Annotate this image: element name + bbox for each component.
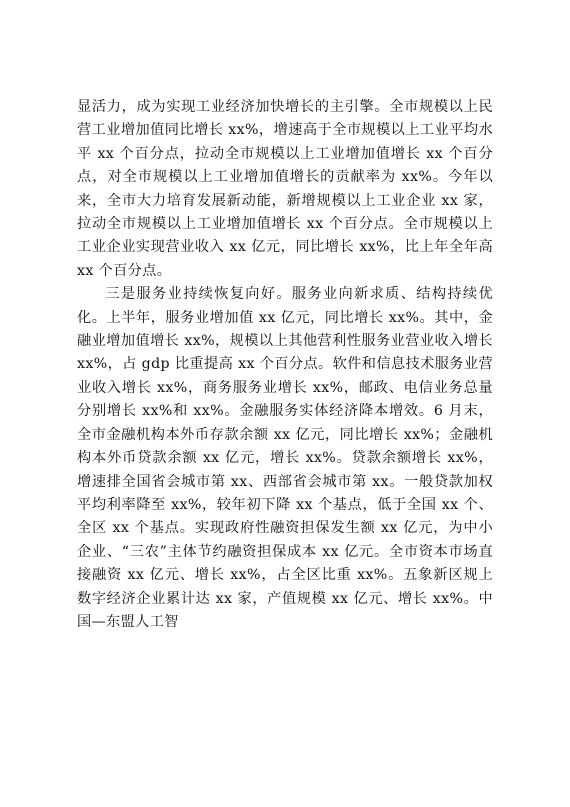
paragraph-1: 显活力，成为实现工业经济加快增长的主引擎。全市规模以上民营工业增加值同比增长 xx%，增速高于全市规模以上工业平均水平 xx 个百分点，拉动全市规模以上工业增加值增长 xx 个百分点，对全市规模以上工业增加值增长的贡献率为 xx%。今年以来，全市大力培育发展新动能，新增规模以上工业企业 xx 家，拉动全市规模以上工业增加值增长 xx 个百分点。全市规模以上工业企业实现营业收入 xx 亿元，同比增长 xx%，比上年全年高 xx 个百分点。	[77, 99, 493, 279]
paragraph-2: 三是服务业持续恢复向好。服务业向新求质、结构持续优化。上半年，服务业增加值 xx 亿元，同比增长 xx%。其中，金融业增加值增长 xx%，规模以上其他营利性服务业营业收入增长 xx%，占 gdp 比重提高 xx 个百分点。软件和信息技术服务业营业收入增长 xx%，商务服务业增长 xx%，邮政、电信业务总量分别增长 xx%和 xx%。金融服务实体经济降本增效。6 月末，全市金融机构本外币存款余额 xx 亿元，同比增长 xx%；金融机构本外币贷款余额 xx 亿元，增长 xx%。贷款余额增长 xx%，增速排全国省会城市第 xx、西部省会城市第 xx。一般贷款加权平均利率降至 xx%，较年初下降 xx 个基点，低于全国 xx 个、全区 xx 个基点。实现政府性融资担保发生额 xx 亿元，为中小企业、“三农”主体节约融资担保成本 xx 亿元。全市资本市场直接融资 xx 亿元、增长 xx%，占全区比重 xx%。五象新区规上数字经济企业累计达 xx 家，产值规模 xx 亿元、增长 xx%。中国—东盟人工智	[77, 286, 493, 630]
document-body	[77, 96, 493, 634]
